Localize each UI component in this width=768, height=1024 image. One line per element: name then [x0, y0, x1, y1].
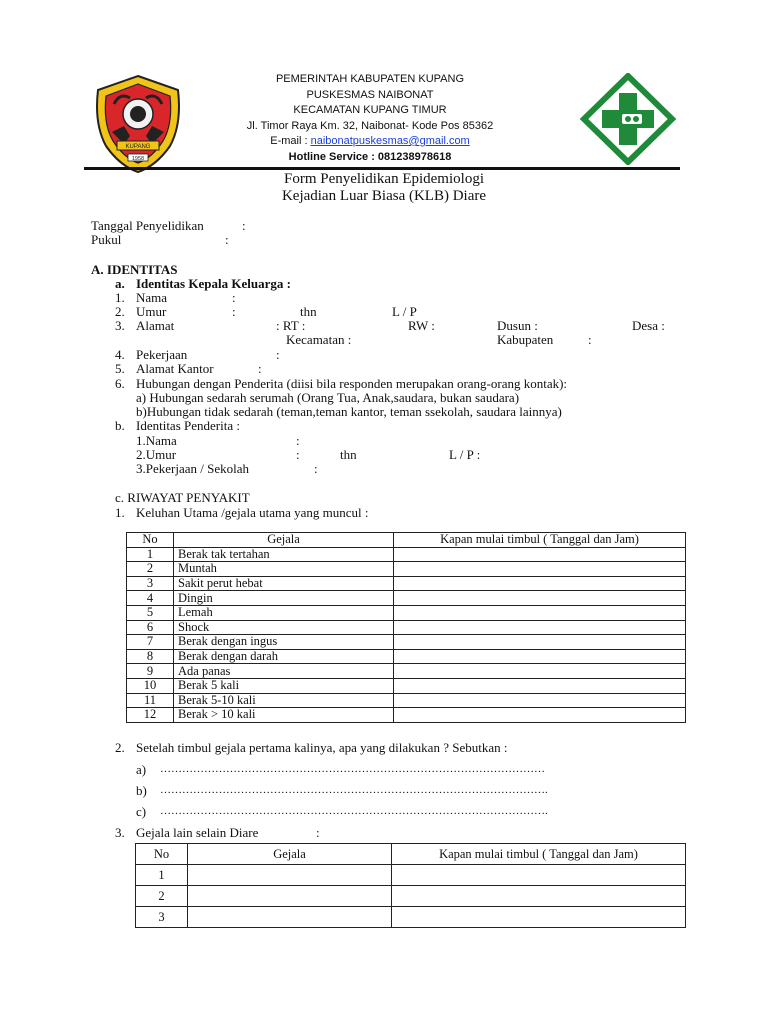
- header-kapan: Kapan mulai timbul ( Tanggal dan Jam): [392, 844, 686, 865]
- item-1-number: 1.: [115, 290, 125, 305]
- row-gejala-field[interactable]: [188, 886, 392, 907]
- header-no: No: [136, 844, 188, 865]
- dusun-label: Dusun :: [497, 318, 538, 333]
- row-gejala: Berak tak tertahan: [174, 547, 394, 562]
- umur-colon: :: [232, 304, 236, 319]
- item-2-number: 2.: [115, 304, 125, 319]
- table-row: [127, 693, 686, 708]
- penderita-pekerjaan-colon: :: [314, 461, 318, 476]
- table-row: [127, 620, 686, 635]
- tanggal-colon: :: [242, 218, 246, 233]
- q3-colon: :: [316, 825, 320, 840]
- alamat-kantor-colon: :: [258, 361, 262, 376]
- nama-colon: :: [232, 290, 236, 305]
- header-address: Jl. Timor Raya Km. 32, Naibonat- Kode Pos 85362: [246, 119, 494, 132]
- penderita-umur-colon: :: [296, 447, 300, 462]
- other-symptom-table: [135, 843, 686, 928]
- table-row: [127, 664, 686, 679]
- item-3-number: 3.: [115, 318, 125, 333]
- row-no: 3: [127, 576, 174, 591]
- q2-number: 2.: [115, 740, 125, 755]
- header-puskesmas: PUSKESMAS NAIBONAT: [306, 88, 434, 101]
- q3-number: 3.: [115, 825, 125, 840]
- q2-option-b-label: b): [136, 783, 147, 798]
- table-row: [136, 907, 686, 928]
- rw-label: RW :: [408, 318, 435, 333]
- row-no: 5: [127, 605, 174, 620]
- header-district: KECAMATAN KUPANG TIMUR: [293, 104, 447, 116]
- rt-label: : RT :: [276, 318, 306, 333]
- emblem-text: KUPANG: [125, 144, 151, 150]
- row-kapan-field[interactable]: [394, 547, 686, 562]
- table-row: [127, 591, 686, 606]
- desa-label: Desa :: [632, 318, 665, 333]
- header-email-line: [230, 134, 510, 150]
- row-gejala: Ada panas: [174, 664, 394, 679]
- table-row: [127, 547, 686, 562]
- row-no: 4: [127, 591, 174, 606]
- item-6-number: 6.: [115, 376, 125, 391]
- header-hotline: Hotline Service : 081238978618: [288, 150, 452, 163]
- header-government: PEMERINTAH KABUPATEN KUPANG: [275, 73, 465, 85]
- hubungan-label: Hubungan dengan Penderita (diisi bila responden merupakan orang-orang kontak):: [136, 376, 568, 391]
- table-row: [136, 886, 686, 907]
- tanggal-label: Tanggal Penyelidikan: [91, 218, 204, 233]
- row-kapan-field[interactable]: [392, 886, 686, 907]
- umur-gender: L / P: [392, 304, 417, 319]
- email-link[interactable]: naibonatpuskesmas@gmail.com: [310, 135, 470, 147]
- row-kapan-field[interactable]: [394, 591, 686, 606]
- kabupaten-label: Kabupaten: [497, 332, 554, 347]
- row-no: 8: [127, 649, 174, 664]
- q1-text: Keluhan Utama /gejala utama yang muncul :: [136, 505, 369, 520]
- kecamatan-label: Kecamatan :: [286, 332, 352, 347]
- row-gejala: Dingin: [174, 591, 394, 606]
- row-no: 3: [136, 907, 188, 928]
- kabupaten-colon: :: [588, 332, 592, 347]
- alamat-kantor-label: Alamat Kantor: [136, 361, 214, 376]
- pekerjaan-label: Pekerjaan: [136, 347, 188, 362]
- pekerjaan-colon: :: [276, 347, 280, 362]
- umur-label: Umur: [136, 304, 167, 319]
- table-row: [136, 865, 686, 886]
- other-symptom-table-header: [136, 844, 686, 865]
- penderita-pekerjaan-label: 3.Pekerjaan / Sekolah: [136, 461, 249, 476]
- header-gejala: Gejala: [188, 844, 392, 865]
- row-kapan-field[interactable]: [394, 635, 686, 650]
- row-kapan-field[interactable]: [394, 678, 686, 693]
- form-title-line1: Form Penyelidikan Epidemiologi: [284, 171, 484, 187]
- row-gejala: Berak dengan ingus: [174, 635, 394, 650]
- email-label: E-mail :: [270, 135, 311, 147]
- table-row: [127, 708, 686, 723]
- emblem-year: 1958: [131, 156, 145, 162]
- penderita-gender: L / P :: [449, 447, 481, 462]
- row-no: 1: [127, 547, 174, 562]
- row-kapan-field[interactable]: [392, 865, 686, 886]
- q2-option-b-dots[interactable]: …………………………………………………………………………………………….: [160, 784, 548, 796]
- penderita-umur-label: 2.Umur: [136, 447, 177, 462]
- row-gejala: Berak > 10 kali: [174, 708, 394, 723]
- hubungan-option-a: a) Hubungan sedarah serumah (Orang Tua, Anak,saudara, bukan saudara): [136, 390, 520, 405]
- row-no: 11: [127, 693, 174, 708]
- table-row: [127, 678, 686, 693]
- row-no: 6: [127, 620, 174, 635]
- alamat-label: Alamat: [136, 318, 175, 333]
- row-gejala-field[interactable]: [188, 865, 392, 886]
- row-gejala: Shock: [174, 620, 394, 635]
- row-gejala: Sakit perut hebat: [174, 576, 394, 591]
- penderita-nama-colon: :: [296, 433, 300, 448]
- row-kapan-field[interactable]: [394, 649, 686, 664]
- form-title-line2: Kejadian Luar Biasa (KLB) Diare: [281, 188, 487, 204]
- sub-b-label: b.: [115, 418, 125, 433]
- header-no: No: [127, 533, 174, 548]
- penderita-nama-label: 1.Nama: [136, 433, 177, 448]
- row-gejala: Muntah: [174, 562, 394, 577]
- health-cross-logo: [578, 73, 678, 165]
- row-gejala: Berak 5-10 kali: [174, 693, 394, 708]
- item-4-number: 4.: [115, 347, 125, 362]
- table-row: [127, 635, 686, 650]
- symptom-table-header: [127, 533, 686, 548]
- nama-label: Nama: [136, 290, 168, 305]
- row-kapan-field[interactable]: [394, 620, 686, 635]
- row-no: 1: [136, 865, 188, 886]
- row-no: 9: [127, 664, 174, 679]
- row-gejala: Berak dengan darah: [174, 649, 394, 664]
- q2-option-c-dots[interactable]: …………………………………………………………………………………………….: [160, 805, 548, 817]
- row-kapan-field[interactable]: [392, 907, 686, 928]
- row-kapan-field[interactable]: [394, 708, 686, 723]
- q2-option-c-label: c): [136, 804, 147, 819]
- penderita-thn: thn: [340, 447, 357, 462]
- row-kapan-field[interactable]: [394, 664, 686, 679]
- row-gejala: Lemah: [174, 605, 394, 620]
- q2-text: Setelah timbul gejala pertama kalinya, apa yang dilakukan ? Sebutkan :: [136, 740, 508, 755]
- row-gejala-field[interactable]: [188, 907, 392, 928]
- letterhead-text: [230, 72, 510, 165]
- hubungan-option-b: b)Hubungan tidak sedarah (teman,teman kantor, teman ssekolah, saudara lainnya): [136, 404, 562, 419]
- sub-a-label: a.: [115, 276, 125, 291]
- row-kapan-field[interactable]: [394, 605, 686, 620]
- row-no: 2: [136, 886, 188, 907]
- item-5-number: 5.: [115, 361, 125, 376]
- row-gejala: Berak 5 kali: [174, 678, 394, 693]
- regency-emblem-logo: [90, 74, 186, 174]
- pukul-colon: :: [225, 232, 229, 247]
- symptom-table: [126, 532, 686, 723]
- row-kapan-field[interactable]: [394, 693, 686, 708]
- pukul-label: Pukul: [91, 232, 122, 247]
- row-kapan-field[interactable]: [394, 576, 686, 591]
- row-no: 2: [127, 562, 174, 577]
- sub-a-title: Identitas Kepala Keluarga :: [136, 276, 291, 291]
- table-row: [127, 562, 686, 577]
- header-gejala: Gejala: [174, 533, 394, 548]
- q2-option-a-dots[interactable]: ……………………………………………………………………………………………: [160, 763, 545, 775]
- sub-b-title: Identitas Penderita :: [136, 418, 240, 433]
- table-row: [127, 605, 686, 620]
- section-c-title: c. RIWAYAT PENYAKIT: [115, 490, 250, 505]
- table-row: [127, 649, 686, 664]
- row-no: 10: [127, 678, 174, 693]
- section-a-title: A. IDENTITAS: [91, 262, 178, 277]
- header-kapan: Kapan mulai timbul ( Tanggal dan Jam): [394, 533, 686, 548]
- table-row: [127, 576, 686, 591]
- q2-option-a-label: a): [136, 762, 147, 777]
- row-no: 7: [127, 635, 174, 650]
- q1-number: 1.: [115, 505, 125, 520]
- umur-thn: thn: [300, 304, 317, 319]
- q3-text: Gejala lain selain Diare: [136, 825, 259, 840]
- row-kapan-field[interactable]: [394, 562, 686, 577]
- row-no: 12: [127, 708, 174, 723]
